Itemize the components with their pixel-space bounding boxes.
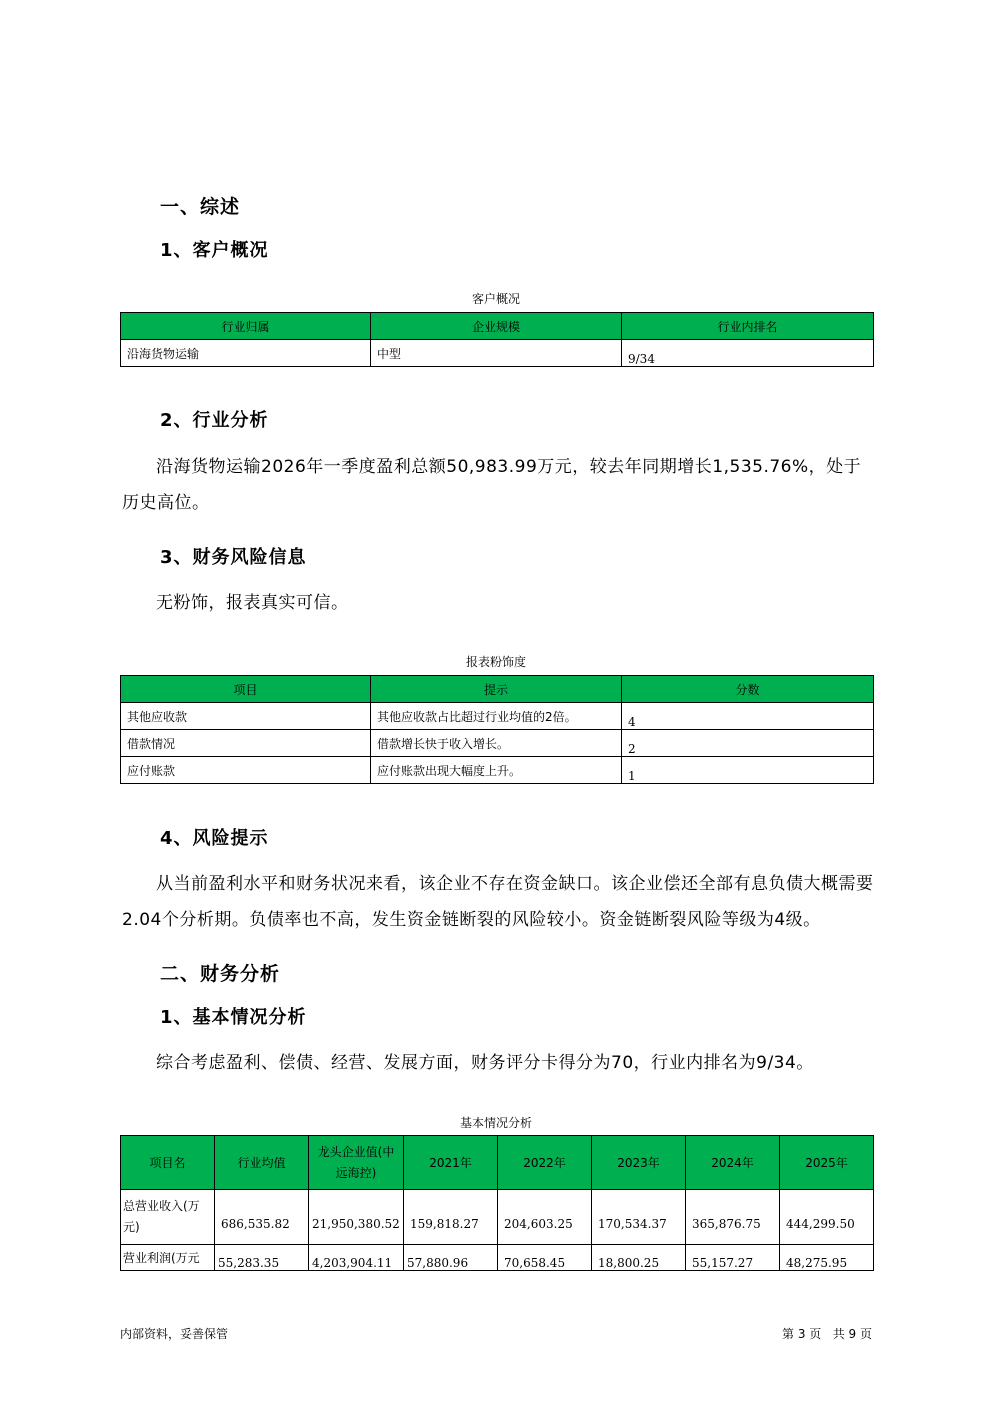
table-cell: 应付账款出现大幅度上升。 — [371, 757, 622, 784]
table-header: 项目名 — [121, 1136, 215, 1190]
subsection-customer-overview: 1、客户概况 — [160, 240, 269, 261]
table-cell: 204,603.25 — [498, 1190, 592, 1245]
risk-warning-text — [122, 866, 878, 938]
subsection-basic-analysis: 1、基本情况分析 — [160, 1007, 307, 1028]
table-cell: 55,283.35 — [215, 1245, 309, 1271]
table-cell: 其他应收款占比超过行业均值的2倍。 — [371, 703, 622, 730]
section-title-financial-analysis: 二、财务分析 — [160, 963, 281, 985]
table-cell: 48,275.95 — [780, 1245, 874, 1271]
table-cell: 57,880.96 — [404, 1245, 498, 1271]
whitewash-table — [120, 675, 874, 784]
table-cell: 1 — [622, 757, 874, 784]
subsection-industry-analysis: 2、行业分析 — [160, 410, 269, 431]
table-header: 2025年 — [780, 1136, 874, 1190]
table-cell: 借款增长快于收入增长。 — [371, 730, 622, 757]
table-cell: 55,157.27 — [686, 1245, 780, 1271]
industry-analysis-text — [122, 449, 878, 521]
table-cell: 借款情况 — [121, 730, 371, 757]
table-header: 提示 — [371, 676, 622, 703]
table-header: 2021年 — [404, 1136, 498, 1190]
basic-analysis-content: 综合考虑盈利、偿债、经营、发展方面，财务评分卡得分为70，行业内排名为9/34。 — [156, 1053, 814, 1073]
industry-analysis-content: 沿海货物运输2026年一季度盈利总额50,983.99万元，较去年同期增长1,535.76%，处于历史高位。 — [122, 457, 862, 513]
table-header: 2024年 — [686, 1136, 780, 1190]
table-header: 2022年 — [498, 1136, 592, 1190]
financial-risk-text — [122, 585, 878, 621]
table-cell: 应付账款 — [121, 757, 371, 784]
table-header: 行业内排名 — [622, 313, 874, 340]
table-cell: 2 — [622, 730, 874, 757]
basic-table-caption: 基本情况分析 — [459, 1116, 532, 1130]
table-cell: 159,818.27 — [404, 1190, 498, 1245]
basic-table — [120, 1135, 874, 1271]
table-cell: 总营业收入(万元) — [121, 1190, 215, 1245]
table-header: 项目 — [121, 676, 371, 703]
subsection-financial-risk: 3、财务风险信息 — [160, 547, 307, 568]
table-cell: 444,299.50 — [780, 1190, 874, 1245]
table-row — [121, 703, 874, 730]
risk-warning-content: 从当前盈利水平和财务状况来看，该企业不存在资金缺口。该企业偿还全部有息负债大概需要 2.04个分析期。负债率也不高，发生资金链断裂的风险较小。资金链断裂风险等级为4级。 — [122, 874, 874, 930]
customer-table-caption: 客户概况 — [471, 292, 520, 306]
table-cell: 其他应收款 — [121, 703, 371, 730]
table-cell: 170,534.37 — [592, 1190, 686, 1245]
table-header: 行业均值 — [215, 1136, 309, 1190]
table-header: 企业规模 — [371, 313, 622, 340]
table-cell: 365,876.75 — [686, 1190, 780, 1245]
customer-table — [120, 312, 874, 367]
table-cell: 9/34 — [622, 340, 874, 367]
table-cell: 70,658.45 — [498, 1245, 592, 1271]
table-cell: 4,203,904.11 — [309, 1245, 404, 1271]
table-header: 行业归属 — [121, 313, 371, 340]
table-cell: 沿海货物运输 — [121, 340, 371, 367]
table-cell: 4 — [622, 703, 874, 730]
table-row — [121, 1245, 874, 1271]
basic-analysis-text — [122, 1045, 878, 1081]
financial-risk-content: 无粉饰，报表真实可信。 — [156, 593, 349, 613]
subsection-risk-warning: 4、风险提示 — [160, 828, 269, 849]
table-row — [121, 757, 874, 784]
section-title-overview: 一、综述 — [160, 196, 241, 218]
table-cell: 18,800.25 — [592, 1245, 686, 1271]
whitewash-table-caption: 报表粉饰度 — [465, 655, 526, 669]
table-cell: 686,535.82 — [215, 1190, 309, 1245]
table-header: 2023年 — [592, 1136, 686, 1190]
footer-page-number: 第 3 页 共 9 页 — [782, 1327, 872, 1341]
table-row — [121, 730, 874, 757]
table-header: 龙头企业值(中远海控) — [309, 1136, 404, 1190]
table-cell: 营业利润(万元 — [121, 1245, 215, 1271]
table-row — [121, 1190, 874, 1245]
footer-confidential: 内部资料，妥善保管 — [120, 1327, 229, 1341]
table-header: 分数 — [622, 676, 874, 703]
table-cell: 中型 — [371, 340, 622, 367]
table-cell: 21,950,380.52 — [309, 1190, 404, 1245]
